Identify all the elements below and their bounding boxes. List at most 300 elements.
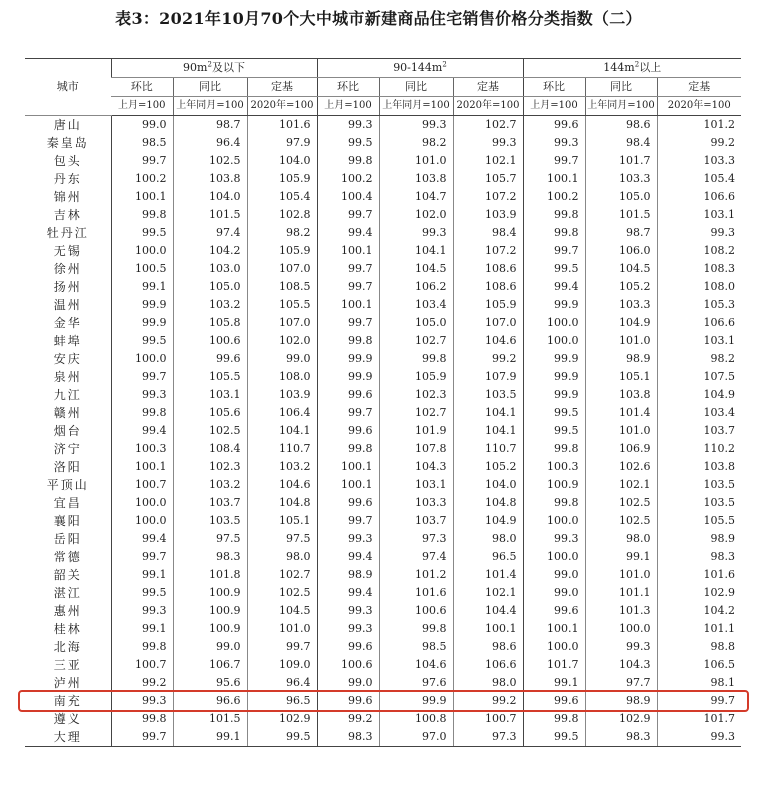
value-cell: 99.3: [585, 638, 657, 656]
value-cell: 99.5: [523, 404, 585, 422]
value-cell: 106.6: [657, 314, 741, 332]
table-row: [25, 602, 741, 620]
city-cell: 温州: [53, 298, 82, 312]
value-cell: 100.1: [317, 458, 379, 476]
value-cell: 100.1: [523, 170, 585, 188]
value-cell: 108.0: [247, 368, 317, 386]
value-cell: 102.0: [247, 332, 317, 350]
value-cell: 107.2: [453, 242, 523, 260]
sub-header-row: [25, 78, 741, 97]
value-cell: 99.0: [173, 638, 247, 656]
value-cell: 96.5: [247, 692, 317, 710]
value-cell: 105.2: [585, 278, 657, 296]
value-cell: 96.4: [247, 674, 317, 692]
value-cell: 102.6: [585, 458, 657, 476]
value-cell: 103.3: [585, 170, 657, 188]
value-cell: 100.3: [111, 440, 173, 458]
unit-header-cell: 上月=100: [317, 97, 379, 116]
value-cell: 99.9: [317, 368, 379, 386]
value-cell: 103.7: [379, 512, 453, 530]
value-cell: 100.0: [523, 512, 585, 530]
value-cell: 99.4: [111, 422, 173, 440]
value-cell: 106.6: [453, 656, 523, 674]
value-cell: 103.8: [657, 458, 741, 476]
value-cell: 99.1: [523, 674, 585, 692]
value-cell: 101.5: [585, 206, 657, 224]
value-cell: 99.6: [523, 602, 585, 620]
value-cell: 102.5: [173, 152, 247, 170]
sub-header-cell: 环比: [523, 78, 585, 97]
value-cell: 104.8: [247, 494, 317, 512]
value-cell: 106.5: [657, 656, 741, 674]
value-cell: 101.9: [379, 422, 453, 440]
value-cell: 99.0: [247, 350, 317, 368]
value-cell: 108.4: [173, 440, 247, 458]
city-cell: 牡丹江: [46, 226, 89, 240]
value-cell: 99.1: [111, 278, 173, 296]
value-cell: 101.2: [379, 566, 453, 584]
table-row: [25, 656, 741, 674]
value-cell: 100.0: [585, 620, 657, 638]
value-cell: 103.2: [247, 458, 317, 476]
value-cell: 96.4: [173, 134, 247, 152]
table-row: [25, 188, 741, 206]
value-cell: 98.5: [379, 638, 453, 656]
value-cell: 102.5: [585, 512, 657, 530]
value-cell: 104.5: [585, 260, 657, 278]
value-cell: 103.5: [657, 476, 741, 494]
value-cell: 99.8: [379, 350, 453, 368]
value-cell: 99.3: [523, 530, 585, 548]
value-cell: 97.7: [585, 674, 657, 692]
value-cell: 96.5: [453, 548, 523, 566]
value-cell: 99.3: [317, 620, 379, 638]
city-cell: 桂林: [53, 622, 82, 636]
value-cell: 103.8: [585, 386, 657, 404]
value-cell: 100.9: [173, 620, 247, 638]
table-row: [25, 674, 741, 692]
value-cell: 103.8: [173, 170, 247, 188]
table-row: [25, 206, 741, 224]
value-cell: 99.5: [523, 260, 585, 278]
city-cell: 湛江: [53, 586, 82, 600]
value-cell: 101.7: [523, 656, 585, 674]
value-cell: 106.6: [657, 188, 741, 206]
value-cell: 105.9: [247, 170, 317, 188]
unit-header-cell: 2020年=100: [453, 97, 523, 116]
value-cell: 105.4: [247, 188, 317, 206]
unit-header-cell: 上年同月=100: [379, 97, 453, 116]
value-cell: 104.6: [453, 332, 523, 350]
table-row: [25, 134, 741, 152]
value-cell: 100.7: [111, 476, 173, 494]
value-cell: 103.5: [657, 494, 741, 512]
value-cell: 110.7: [247, 440, 317, 458]
value-cell: 103.4: [657, 404, 741, 422]
value-cell: 104.9: [657, 386, 741, 404]
value-cell: 105.2: [453, 458, 523, 476]
value-cell: 99.4: [317, 548, 379, 566]
unit-header-cell: 上年同月=100: [173, 97, 247, 116]
value-cell: 97.5: [247, 530, 317, 548]
value-cell: 102.9: [247, 710, 317, 728]
table-row: [25, 404, 741, 422]
value-cell: 98.0: [453, 674, 523, 692]
value-cell: 99.6: [317, 692, 379, 710]
value-cell: 101.5: [173, 710, 247, 728]
value-cell: 99.3: [657, 224, 741, 242]
value-cell: 99.3: [317, 602, 379, 620]
value-cell: 98.3: [173, 548, 247, 566]
value-cell: 99.8: [523, 440, 585, 458]
value-cell: 99.8: [523, 206, 585, 224]
value-cell: 106.4: [247, 404, 317, 422]
city-cell: 秦皇岛: [46, 136, 89, 150]
value-cell: 99.5: [317, 134, 379, 152]
value-cell: 99.2: [317, 710, 379, 728]
table-row: [25, 386, 741, 404]
value-cell: 99.2: [657, 134, 741, 152]
value-cell: 100.2: [317, 170, 379, 188]
value-cell: 98.0: [453, 530, 523, 548]
value-cell: 99.7: [317, 278, 379, 296]
value-cell: 104.5: [379, 260, 453, 278]
value-cell: 109.0: [247, 656, 317, 674]
value-cell: 104.9: [453, 512, 523, 530]
value-cell: 99.8: [111, 710, 173, 728]
city-cell: 包头: [53, 154, 82, 168]
value-cell: 103.1: [379, 476, 453, 494]
value-cell: 103.3: [585, 296, 657, 314]
value-cell: 105.0: [585, 188, 657, 206]
value-cell: 99.3: [111, 692, 173, 710]
value-cell: 98.1: [657, 674, 741, 692]
value-cell: 99.3: [379, 224, 453, 242]
sub-header-cell: 定基: [453, 78, 523, 97]
table-row-highlighted: [25, 692, 741, 710]
value-cell: 101.0: [379, 152, 453, 170]
value-cell: 99.7: [111, 368, 173, 386]
unit-header-cell: 上月=100: [523, 97, 585, 116]
value-cell: 108.2: [657, 242, 741, 260]
value-cell: 99.1: [111, 566, 173, 584]
value-cell: 104.2: [657, 602, 741, 620]
value-cell: 101.1: [585, 584, 657, 602]
table-row: [25, 530, 741, 548]
unit-header-cell: 上月=100: [111, 97, 173, 116]
value-cell: 103.1: [657, 332, 741, 350]
table-row: [25, 314, 741, 332]
value-cell: 99.6: [523, 692, 585, 710]
value-cell: 99.6: [317, 638, 379, 656]
value-cell: 99.8: [523, 224, 585, 242]
value-cell: 98.6: [453, 638, 523, 656]
value-cell: 97.3: [379, 530, 453, 548]
value-cell: 98.7: [173, 116, 247, 135]
table-row: [25, 170, 741, 188]
value-cell: 100.1: [317, 242, 379, 260]
city-cell: 三亚: [53, 658, 82, 672]
value-cell: 103.1: [173, 386, 247, 404]
value-cell: 102.5: [247, 584, 317, 602]
value-cell: 99.1: [111, 620, 173, 638]
value-cell: 99.1: [173, 728, 247, 747]
value-cell: 99.5: [111, 332, 173, 350]
value-cell: 107.2: [453, 188, 523, 206]
sub-header-cell: 定基: [247, 78, 317, 97]
value-cell: 110.2: [657, 440, 741, 458]
table-row: [25, 512, 741, 530]
value-cell: 99.9: [111, 296, 173, 314]
city-cell: 赣州: [53, 406, 82, 420]
value-cell: 96.6: [173, 692, 247, 710]
value-cell: 106.7: [173, 656, 247, 674]
value-cell: 100.1: [523, 620, 585, 638]
value-cell: 100.1: [317, 476, 379, 494]
value-cell: 100.7: [453, 710, 523, 728]
value-cell: 105.5: [657, 512, 741, 530]
value-cell: 98.4: [453, 224, 523, 242]
value-cell: 99.5: [111, 584, 173, 602]
city-cell: 遵义: [53, 712, 82, 726]
value-cell: 102.1: [453, 584, 523, 602]
value-cell: 105.9: [453, 296, 523, 314]
value-cell: 105.1: [585, 368, 657, 386]
value-cell: 105.6: [173, 404, 247, 422]
value-cell: 99.7: [317, 314, 379, 332]
value-cell: 100.0: [111, 512, 173, 530]
value-cell: 99.7: [657, 692, 741, 710]
value-cell: 101.5: [173, 206, 247, 224]
value-cell: 99.8: [111, 638, 173, 656]
table-row: [25, 350, 741, 368]
value-cell: 99.7: [523, 242, 585, 260]
value-cell: 98.3: [317, 728, 379, 747]
value-cell: 99.3: [317, 116, 379, 135]
value-cell: 100.7: [111, 656, 173, 674]
value-cell: 99.9: [523, 350, 585, 368]
value-cell: 99.8: [317, 152, 379, 170]
value-cell: 101.4: [585, 404, 657, 422]
value-cell: 102.5: [173, 422, 247, 440]
value-cell: 108.3: [657, 260, 741, 278]
table-row: [25, 422, 741, 440]
city-cell: 宜昌: [53, 496, 82, 510]
value-cell: 105.5: [247, 296, 317, 314]
value-cell: 99.3: [111, 386, 173, 404]
city-cell: 徐州: [53, 262, 82, 276]
city-cell: 无锡: [53, 244, 82, 258]
value-cell: 99.7: [111, 152, 173, 170]
value-cell: 100.5: [111, 260, 173, 278]
city-cell: 唐山: [53, 118, 82, 132]
table-row: [25, 116, 741, 135]
value-cell: 99.4: [317, 584, 379, 602]
value-cell: 99.7: [317, 260, 379, 278]
table-body: [25, 116, 741, 747]
value-cell: 99.0: [523, 584, 585, 602]
unit-header-cell: 上年同月=100: [585, 97, 657, 116]
value-cell: 101.0: [585, 566, 657, 584]
value-cell: 102.1: [453, 152, 523, 170]
value-cell: 103.9: [247, 386, 317, 404]
value-cell: 100.6: [379, 602, 453, 620]
value-cell: 100.6: [173, 332, 247, 350]
value-cell: 98.8: [657, 638, 741, 656]
city-cell: 惠州: [53, 604, 82, 618]
value-cell: 105.0: [173, 278, 247, 296]
value-cell: 105.3: [657, 296, 741, 314]
value-cell: 101.0: [247, 620, 317, 638]
sub-header-cell: 同比: [379, 78, 453, 97]
city-cell: 丹东: [53, 172, 82, 186]
value-cell: 104.8: [453, 494, 523, 512]
table-row: [25, 620, 741, 638]
table-row: [25, 728, 741, 747]
value-cell: 102.7: [379, 404, 453, 422]
value-cell: 104.6: [247, 476, 317, 494]
city-cell: 扬州: [53, 280, 82, 294]
value-cell: 98.7: [585, 224, 657, 242]
table-row: [25, 548, 741, 566]
value-cell: 100.1: [111, 458, 173, 476]
value-cell: 99.0: [523, 566, 585, 584]
city-cell: 大理: [25, 728, 111, 747]
value-cell: 99.8: [111, 404, 173, 422]
value-cell: 105.9: [379, 368, 453, 386]
value-cell: 99.6: [317, 386, 379, 404]
value-cell: 104.6: [379, 656, 453, 674]
city-cell: 泉州: [53, 370, 82, 384]
value-cell: 103.7: [657, 422, 741, 440]
unit-header-cell: 2020年=100: [247, 97, 317, 116]
table-row: [25, 332, 741, 350]
value-cell: 101.0: [585, 332, 657, 350]
value-cell: 98.3: [585, 728, 657, 747]
value-cell: 101.8: [173, 566, 247, 584]
value-cell: 101.7: [585, 152, 657, 170]
city-cell: 北海: [53, 640, 82, 654]
value-cell: 99.8: [317, 440, 379, 458]
value-cell: 100.9: [173, 602, 247, 620]
table-row: [25, 638, 741, 656]
value-cell: 99.6: [173, 350, 247, 368]
value-cell: 103.0: [173, 260, 247, 278]
value-cell: 104.4: [453, 602, 523, 620]
value-cell: 99.4: [317, 224, 379, 242]
value-cell: 105.0: [379, 314, 453, 332]
value-cell: 104.1: [247, 422, 317, 440]
value-cell: 104.0: [247, 152, 317, 170]
value-cell: 99.8: [111, 206, 173, 224]
value-cell: 99.8: [379, 620, 453, 638]
value-cell: 108.6: [453, 278, 523, 296]
value-cell: 100.9: [523, 476, 585, 494]
value-cell: 99.9: [523, 368, 585, 386]
value-cell: 100.3: [523, 458, 585, 476]
value-cell: 99.9: [523, 296, 585, 314]
sub-header-cell: 定基: [657, 78, 741, 97]
value-cell: 97.9: [247, 134, 317, 152]
value-cell: 102.0: [379, 206, 453, 224]
value-cell: 107.8: [379, 440, 453, 458]
value-cell: 107.0: [247, 260, 317, 278]
value-cell: 102.5: [585, 494, 657, 512]
value-cell: 99.7: [523, 152, 585, 170]
value-cell: 100.1: [317, 296, 379, 314]
city-cell: 平顶山: [46, 478, 89, 492]
city-cell: 韶关: [53, 568, 82, 582]
value-cell: 101.3: [585, 602, 657, 620]
value-cell: 97.3: [453, 728, 523, 747]
table-row: [25, 476, 741, 494]
value-cell: 99.4: [111, 530, 173, 548]
value-cell: 108.5: [247, 278, 317, 296]
group-header-small: $90m^2$及以下: [111, 59, 317, 78]
value-cell: 102.1: [585, 476, 657, 494]
city-cell: 安庆: [53, 352, 82, 366]
value-cell: 100.2: [111, 170, 173, 188]
value-cell: 97.4: [173, 224, 247, 242]
group-header-medium: $90-144m^2$: [317, 59, 523, 78]
value-cell: 99.7: [317, 404, 379, 422]
table-row: [25, 458, 741, 476]
city-header: 城市: [25, 59, 111, 116]
value-cell: 102.9: [585, 710, 657, 728]
value-cell: 98.0: [247, 548, 317, 566]
value-cell: 98.2: [247, 224, 317, 242]
value-cell: 107.0: [247, 314, 317, 332]
table-row: [25, 278, 741, 296]
value-cell: 101.1: [657, 620, 741, 638]
value-cell: 105.1: [247, 512, 317, 530]
value-cell: 100.8: [379, 710, 453, 728]
value-cell: 107.0: [453, 314, 523, 332]
value-cell: 99.8: [523, 494, 585, 512]
value-cell: 98.2: [379, 134, 453, 152]
sub-header-cell: 同比: [173, 78, 247, 97]
value-cell: 99.3: [379, 116, 453, 135]
value-cell: 100.2: [523, 188, 585, 206]
sub-header-cell: 同比: [585, 78, 657, 97]
value-cell: 103.4: [379, 296, 453, 314]
value-cell: 105.8: [173, 314, 247, 332]
value-cell: 103.3: [379, 494, 453, 512]
value-cell: 104.9: [585, 314, 657, 332]
value-cell: 103.3: [657, 152, 741, 170]
value-cell: 104.3: [379, 458, 453, 476]
value-cell: 99.5: [111, 224, 173, 242]
value-cell: 103.1: [657, 206, 741, 224]
value-cell: 105.7: [453, 170, 523, 188]
value-cell: 104.0: [453, 476, 523, 494]
value-cell: 100.4: [317, 188, 379, 206]
value-cell: 99.4: [523, 278, 585, 296]
value-cell: 102.8: [247, 206, 317, 224]
value-cell: 98.6: [585, 116, 657, 135]
value-cell: 99.6: [317, 494, 379, 512]
price-index-table: [25, 58, 741, 747]
value-cell: 100.0: [111, 350, 173, 368]
table-row: [25, 440, 741, 458]
value-cell: 97.5: [173, 530, 247, 548]
value-cell: 99.7: [317, 512, 379, 530]
value-cell: 101.6: [247, 116, 317, 135]
city-cell: 烟台: [53, 424, 82, 438]
value-cell: 99.9: [523, 386, 585, 404]
value-cell: 104.3: [585, 656, 657, 674]
city-cell: 洛阳: [53, 460, 82, 474]
